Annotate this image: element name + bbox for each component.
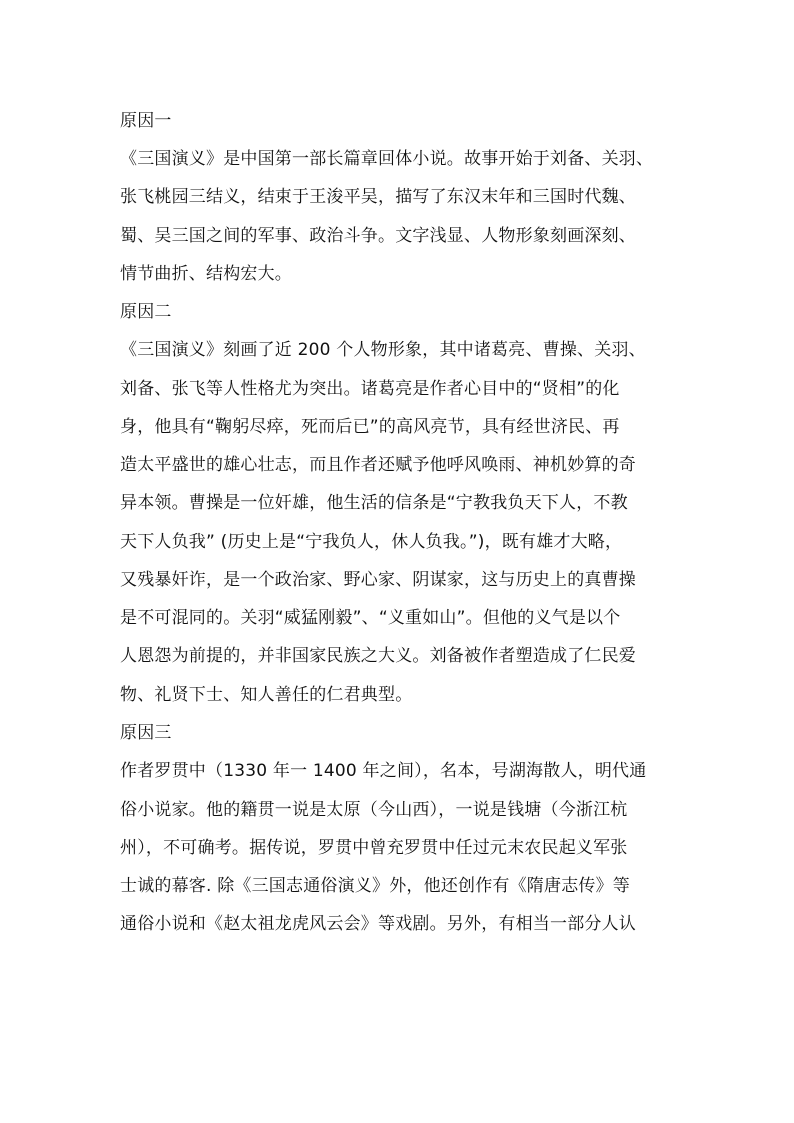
- paragraph-line: 张飞桃园三结义，结束于王浚平吴，描写了东汉末年和三国时代魏、: [120, 187, 636, 207]
- paragraph-line: 人恩怨为前提的，并非国家民族之大义。刘备被作者塑造成了仁民爱: [120, 646, 636, 666]
- heading-reason-3: 原因三: [120, 723, 172, 743]
- paragraph-line: 州），不可确考。据传说，罗贯中曾充罗贯中任过元末农民起义军张: [120, 838, 628, 858]
- paragraph-line: 《三国演义》是中国第一部长篇章回体小说。故事开始于刘备、关羽、: [120, 149, 654, 169]
- paragraph-line: 物、礼贤下士、知人善任的仁君典型。: [120, 685, 413, 705]
- paragraph-line: 作者罗贯中（1330 年一 1400 年之间），名本，号湖海散人，明代通: [120, 761, 647, 781]
- paragraph-line: 造太平盛世的雄心壮志，而且作者还赋予他呼风唤雨、神机妙算的奇: [120, 455, 636, 475]
- paragraph-line: 俗小说家。他的籍贯一说是太原（今山西），一说是钱塘（今浙江杭: [120, 800, 628, 820]
- heading-reason-1: 原因一: [120, 111, 172, 131]
- paragraph-line: 《三国演义》刻画了近 200 个人物形象，其中诸葛亮、曹操、关羽、: [120, 340, 646, 360]
- paragraph-line: 蜀、吴三国之间的军事、政治斗争。文字浅显、人物形象刻画深刻、: [120, 226, 636, 246]
- paragraph-line: 身，他具有“鞠躬尽瘁，死而后已”的高风亮节，具有经世济民、再: [120, 417, 620, 437]
- heading-reason-2: 原因二: [120, 302, 172, 322]
- paragraph-line: 情节曲折、结构宏大。: [120, 264, 292, 284]
- paragraph-line: 士诚的幕客. 除《三国志通俗演义》外，他还创作有《隋唐志传》等: [120, 876, 631, 896]
- paragraph-line: 又残暴奸诈，是一个政治家、野心家、阴谋家，这与历史上的真曹操: [120, 570, 636, 590]
- paragraph-line: 通俗小说和《赵太祖龙虎风云会》等戏剧。另外，有相当一部分人认: [120, 914, 636, 934]
- paragraph-line: 异本领。曹操是一位奸雄，他生活的信条是“宁教我负天下人，不教: [120, 493, 628, 513]
- paragraph-line: 天下人负我” (历史上是“宁我负人，休人负我。”)，既有雄才大略，: [120, 532, 623, 552]
- paragraph-line: 刘备、张飞等人性格尤为突出。诸葛亮是作者心目中的“贤相”的化: [120, 379, 620, 399]
- paragraph-line: 是不可混同的。关羽“威猛刚毅”、“义重如山”。但他的义气是以个: [120, 608, 621, 628]
